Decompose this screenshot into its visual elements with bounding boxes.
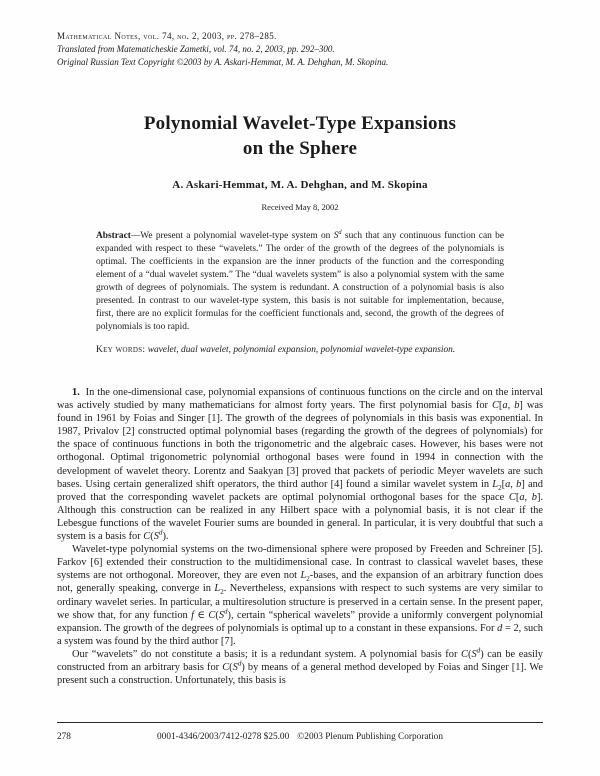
page-footer: [57, 722, 543, 742]
body-text: [57, 386, 543, 687]
keywords: [96, 344, 504, 357]
translation-source-line: Translated from Matematicheskie Zametki, vol. 74, no. 2, 2003, pp. 292–300.: [57, 44, 335, 54]
copyright-notice: [57, 732, 543, 742]
journal-header: [57, 30, 543, 69]
paper-title-line1: Polynomial Wavelet-Type Expansions: [143, 113, 457, 134]
page-number: 278: [57, 732, 71, 742]
paper-title: [57, 111, 543, 161]
keywords-label: Key words:: [96, 345, 146, 355]
journal-citation-line: Mathematical Notes, vol. 74, no. 2, 2003, pp. 278–285.: [57, 31, 277, 41]
abstract: Abstract—We present a polynomial wavelet-type system on $S^d$ such that any continuous function can be expanded with respect to these “wavelets.” The order of the growth of the degrees of the polynomials is optimal. The coefficients in the expansion are the inner products of the function and the corresponding element of a “dual wavelet system.” The “dual wavelets system” is also a polynomial system with the same growth of degrees of polynomials. The system is redundant. A construction of a polynomial basis is also presented. In contrast to our wavelet-type system, this basis is not suitable for implementation, because, first, there are no explicit formulas for the coefficient functionals and, second, the growth of the degrees of polynomials is too rapid.: [96, 228, 504, 332]
issn-price: 0001-4346/2003/7412-0278 $25.00: [157, 732, 290, 742]
paper-title-line2: on the Sphere: [242, 138, 358, 159]
paragraph-2: Wavelet-type polynomial systems on the two-dimensional sphere were proposed by Freeden and Schreiner [5]. Farkov [6] extended their construction to the multidimensional case. In contrast to classical wavelet bases, these systems are not orthogonal. Moreover, they are even not $L_2$-bases, and the expansion of an arbitrary function does not, generally speaking, converge in $L_2$. Nevertheless, expansions with respect to such systems are very similar to ordinary wavelet series. In particular, a multiresolution structure is preserved in a certain sense. In the present paper, we show that, for any function f ∈ $C(S^d)$, certain “spherical wavelets” provide a uniformly convergent polynomial expansion. The growth of the degrees of polynomials is optimal up to a constant in these expansions. For d = 2, such a system was found by the third author [7].: [57, 544, 544, 647]
publisher-copyright: ©2003 Plenum Publishing Corporation: [297, 732, 443, 742]
paragraph-3: Our “wavelets” do not constitute a basis; it is a redundant system. A polynomial basis for $C(S^d)$ can be easily constructed from an arbitrary basis for $C(S^d)$ by means of a general method developed by Foias and Singer [1]. We present such a construction. Unfortunately, this basis is: [57, 646, 543, 687]
paragraph-1: 1. In the one-dimensional case, polynomial expansions of continuous functions on the circle and on the interval was actively studied by many mathematicians for almost forty years. The first polynomial basis for C[a, b] was found in 1961 by Foias and Singer [1]. The growth of the degrees of polynomials in this basis was exponential. In 1987, Privalov [2] constructed optimal polynomial bases (regarding the growth of the degrees of polynomials) for the space of continuous functions in both the trigonometric and the algebraic cases. However, his bases were not orthogonal. Optimal trigonometric polynomial orthogonal bases were found in 1994 in connection with the development of wavelet theory. Lorentz and Saakyan [3] proved that packets of periodic Meyer wavelets are such bases. Using certain generalized shift operators, the third author [4] found a similar wavelet system in $L_2[a$, b] and proved that the corresponding wavelet packets are optimal polynomial orthogonal bases for the space C[a, b]. Although this construction can be realized in any Hilbert space with a polynomial basis, it is not clear if the Lebesgue functions of the wavelet Fourier sums are bounded in general. In particular, it is very doubtful that such a system is a basis for $C(S^d)$.: [57, 387, 543, 543]
received-date: Received May 8, 2002: [261, 202, 339, 212]
authors-line: A. Askari-Hemmat, M. A. Dehghan, and M. Skopina: [172, 179, 428, 191]
keywords-text: wavelet, dual wavelet, polynomial expansion, polynomial wavelet-type expansion.: [147, 345, 456, 355]
original-copyright-line: Original Russian Text Copyright ©2003 by A. Askari-Hemmat, M. A. Dehghan, M. Skopina.: [57, 57, 389, 67]
